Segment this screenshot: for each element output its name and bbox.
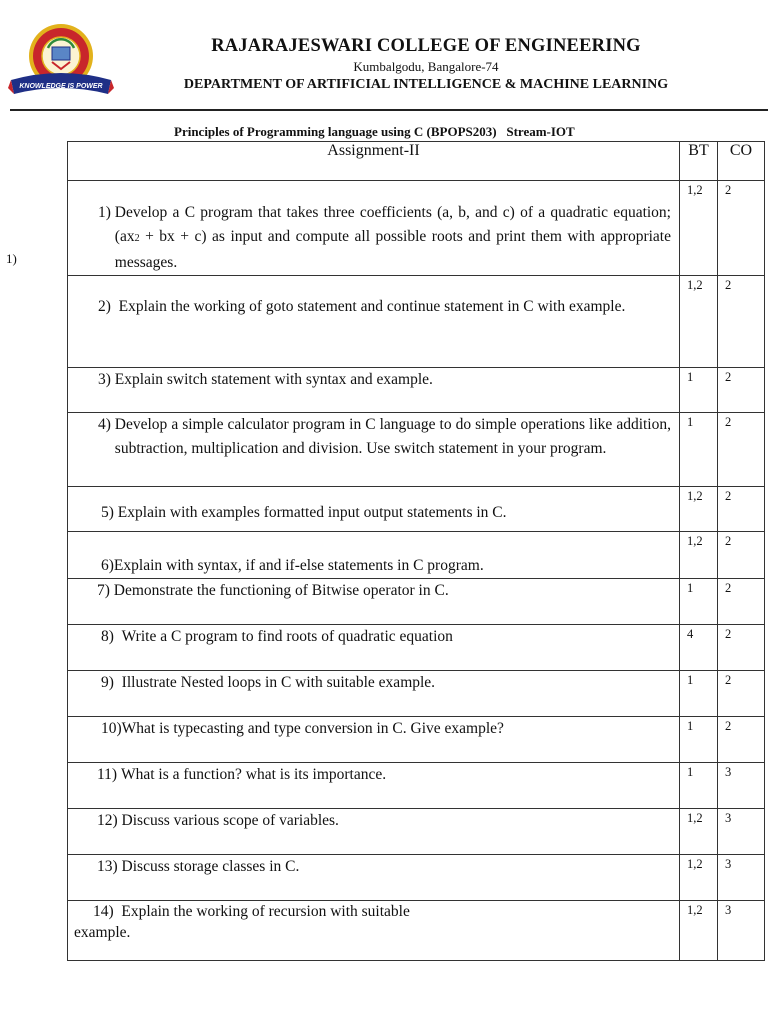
bt-header: BT <box>680 142 718 181</box>
bt-value: 1,2 <box>680 532 718 579</box>
co-value: 2 <box>718 717 765 763</box>
question-cell <box>68 855 680 901</box>
table-row <box>68 717 765 763</box>
question-number: 2) <box>98 298 111 315</box>
question-cell <box>68 901 680 961</box>
question-number: 1) <box>98 204 111 221</box>
bt-value: 1,2 <box>680 487 718 532</box>
assignment-table <box>67 141 765 961</box>
question-cell <box>68 717 680 763</box>
logo-banner-text: KNOWLEDGE IS POWER <box>19 83 103 90</box>
question-text: Explain the working of goto statement and continue statement in C with example. <box>118 298 626 315</box>
co-header: CO <box>718 142 765 181</box>
bt-value: 1,2 <box>680 901 718 961</box>
co-value: 3 <box>718 809 765 855</box>
question-text: Discuss storage classes in C. <box>121 858 300 875</box>
co-value: 2 <box>718 368 765 413</box>
co-value: 2 <box>718 671 765 717</box>
question-number: 5) <box>101 504 114 521</box>
question-text: Illustrate Nested loops in C with suitable example. <box>121 674 436 691</box>
bt-value: 1,2 <box>680 809 718 855</box>
bt-value: 1 <box>680 717 718 763</box>
bt-value: 1 <box>680 579 718 625</box>
department-name: DEPARTMENT OF ARTIFICIAL INTELLIGENCE & MACHINE LEARNING <box>183 77 669 92</box>
co-value: 2 <box>718 276 765 368</box>
table-row <box>68 671 765 717</box>
question-number: 9) <box>101 674 114 691</box>
co-value: 2 <box>718 579 765 625</box>
question-cell <box>68 181 680 276</box>
question-text: Explain switch statement with syntax and example. <box>114 371 433 388</box>
margin-mark: 1) <box>6 251 17 266</box>
college-address: Kumbalgodu, Bangalore-74 <box>353 59 499 74</box>
table-header-row <box>68 142 765 181</box>
question-cell <box>68 809 680 855</box>
college-name: RAJARAJESWARI COLLEGE OF ENGINEERING <box>211 36 641 56</box>
bt-value: 1 <box>680 368 718 413</box>
question-text: Write a C program to find roots of quadratic equation <box>121 628 453 645</box>
table-row <box>68 901 765 961</box>
question-number: 6) <box>101 557 114 574</box>
question-cell <box>68 368 680 413</box>
table-row <box>68 855 765 901</box>
question-text: Develop a C program that takes three coefficients (a, b, and c) of a quadratic equation; (ax2 + bx + c) as input and compute all possible roots and print them with appropriate messages. <box>114 204 671 271</box>
table-row <box>68 579 765 625</box>
question-cell <box>68 579 680 625</box>
table-row <box>68 413 765 487</box>
table-row <box>68 181 765 276</box>
subject-line: Principles of Programming language using C (BPOPS203) Stream-IOT <box>174 124 575 139</box>
bt-value: 1,2 <box>680 276 718 368</box>
bt-value: 1 <box>680 413 718 487</box>
question-number: 14) <box>93 903 114 920</box>
bt-value: 1,2 <box>680 181 718 276</box>
co-value: 3 <box>718 901 765 961</box>
co-value: 2 <box>718 413 765 487</box>
question-text: What is typecasting and type conversion in C. Give example? <box>121 720 504 737</box>
question-text: Explain the working of recursion with suitable <box>121 903 410 920</box>
bt-value: 4 <box>680 625 718 671</box>
table-row <box>68 532 765 579</box>
assignment-title: Assignment-II <box>68 142 680 181</box>
question-text-continued: example. <box>74 924 131 941</box>
table-row <box>68 368 765 413</box>
question-number: 8) <box>101 628 114 645</box>
question-number: 12) <box>97 812 118 829</box>
co-value: 3 <box>718 855 765 901</box>
question-cell <box>68 276 680 368</box>
table-row <box>68 809 765 855</box>
question-cell <box>68 671 680 717</box>
co-value: 3 <box>718 763 765 809</box>
table-row <box>68 276 765 368</box>
table-row <box>68 487 765 532</box>
question-text: Develop a simple calculator program in C language to do simple operations like addition, subtraction, multiplication and division. Use switch statement in your program. <box>114 416 671 457</box>
question-text: What is a function? what is its importance. <box>120 766 387 783</box>
question-cell <box>68 413 680 487</box>
question-cell <box>68 487 680 532</box>
co-value: 2 <box>718 181 765 276</box>
question-number: 3) <box>98 371 111 388</box>
question-text: Discuss various scope of variables. <box>121 812 339 829</box>
bt-value: 1 <box>680 671 718 717</box>
question-number: 11) <box>97 766 118 783</box>
bt-value: 1,2 <box>680 855 718 901</box>
bt-value: 1 <box>680 763 718 809</box>
question-cell <box>68 532 680 579</box>
question-number: 4) <box>98 416 111 433</box>
question-text: Explain with syntax, if and if-else statements in C program. <box>113 557 484 574</box>
question-number: 7) <box>97 582 110 599</box>
question-cell <box>68 625 680 671</box>
co-value: 2 <box>718 625 765 671</box>
co-value: 2 <box>718 487 765 532</box>
co-value: 2 <box>718 532 765 579</box>
question-cell <box>68 763 680 809</box>
header-divider <box>10 109 768 111</box>
table-row <box>68 625 765 671</box>
question-number: 10) <box>101 720 122 737</box>
question-text: Demonstrate the functioning of Bitwise operator in C. <box>113 582 449 599</box>
question-number: 13) <box>97 858 118 875</box>
table-row <box>68 763 765 809</box>
question-text: Explain with examples formatted input output statements in C. <box>117 504 507 521</box>
